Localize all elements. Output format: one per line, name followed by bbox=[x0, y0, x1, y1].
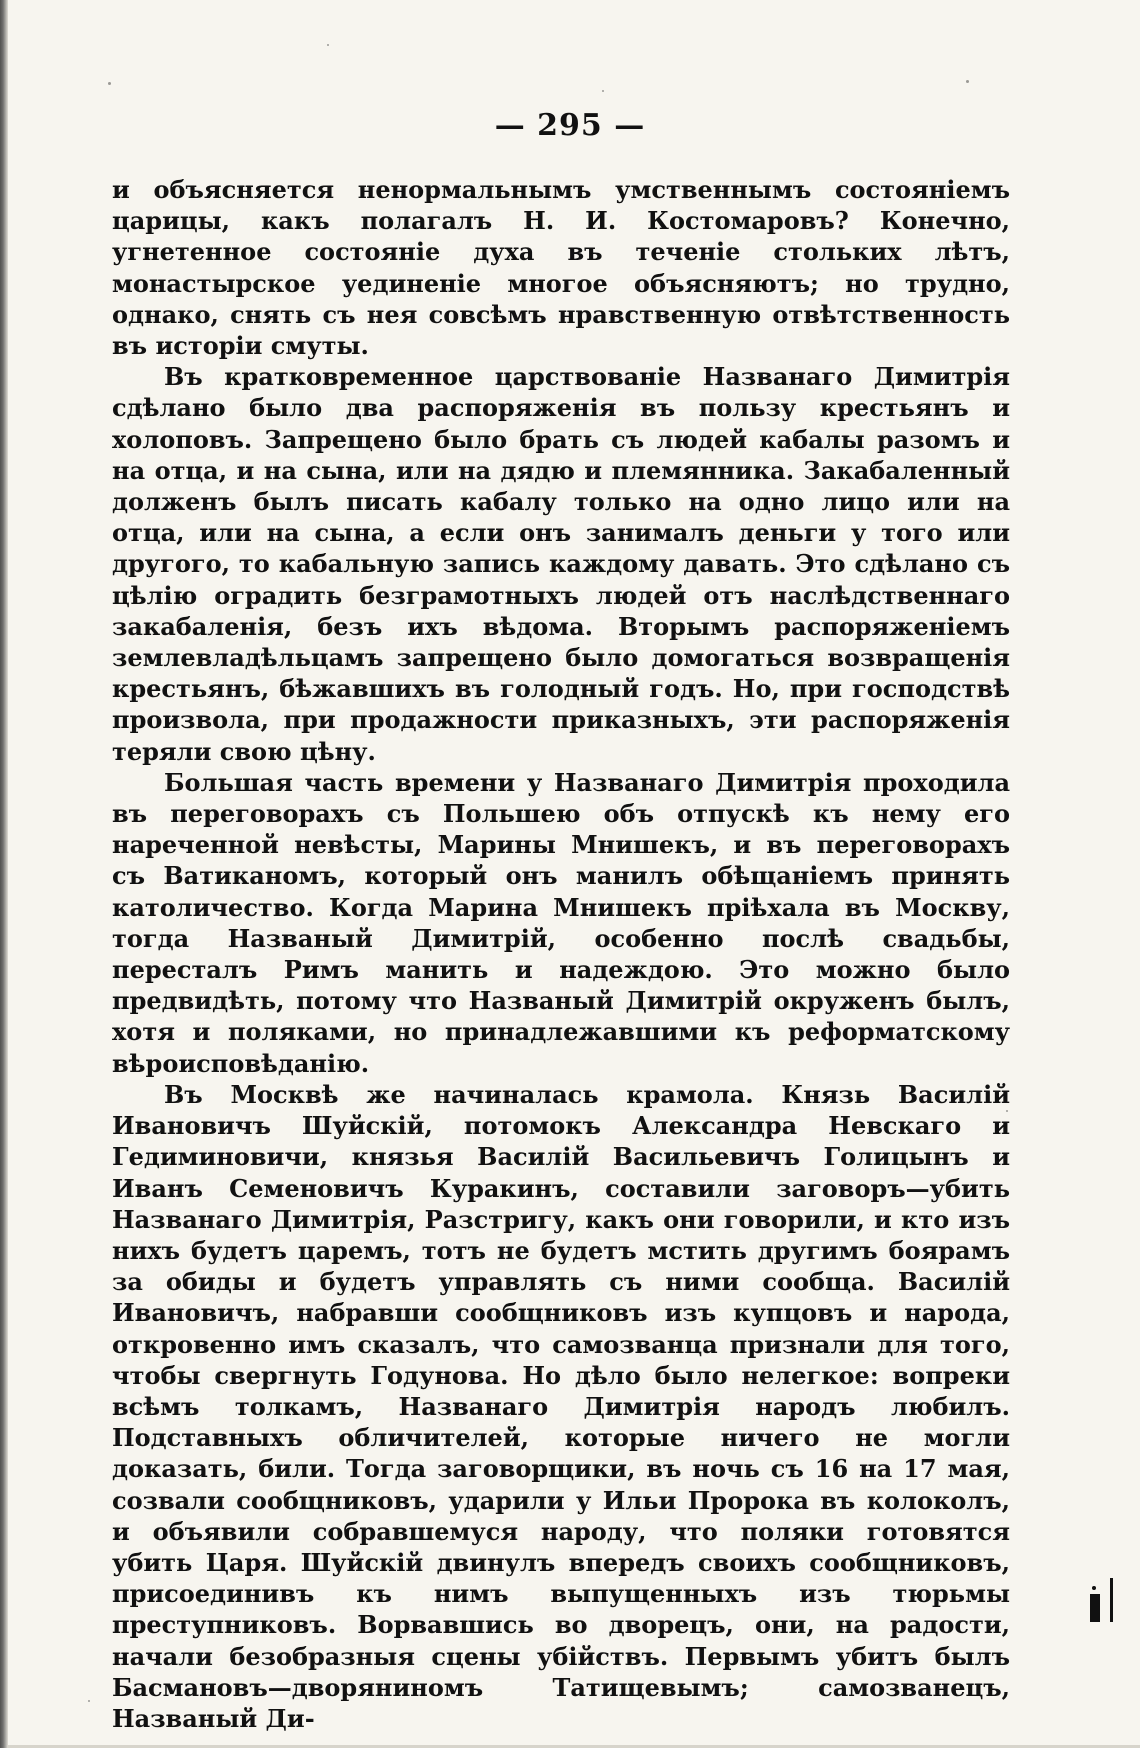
paragraph-4: Въ Москвѣ же начиналась крамола. Князь Василій Ивановичъ Шуйскій, потомокъ Александра Невскаго и Гедиминовичи, князья Василій Васильевичъ Голицынъ и Иванъ Семеновичъ Куракинъ, составили заговоръ—убить Названаго Димитрія, Разстригу, какъ они говорили, и кто изъ нихъ будетъ царемъ, тотъ не будетъ мстить другимъ боярамъ за обиды и будетъ управлять съ ними сообща. Василій Ивановичъ, набравши сообщниковъ изъ купцовъ и народа, откровенно имъ сказалъ, что самозванца признали для того, чтобы свергнуть Годунова. Но дѣло было нелегкое: вопреки всѣмъ толкамъ, Названаго Димитрія народъ любилъ. Подставныхъ обличителей, которые ничего не могли доказать, били. Тогда заговорщики, въ ночь съ 16 на 17 мая, созвали сообщниковъ, ударили у Ильи Пророка въ колоколъ, и объявили собравшемуся народу, что поляки готовятся убить Царя. Шуйскій двинулъ впередъ своихъ сообщниковъ, присоединивъ къ нимъ выпущенныхъ изъ тюрьмы преступниковъ. Ворвавшись во дворецъ, они, на радости, начали безобразныя сцены убійствъ. Первымъ убитъ былъ Басмановъ—дворяниномъ Татищевымъ; самозванецъ, Названый Ди- bbox=[112, 1079, 1010, 1733]
scan-speckle bbox=[88, 1700, 90, 1702]
paragraph-1: и объясняется ненормальнымъ умственнымъ состояніемъ царицы, какъ полагалъ Н. И. Костомаровъ? Конечно, угнетенное состояніе духа въ теченіе стольких лѣтъ, монастырское уединеніе многое объясняютъ; но трудно, однако, снять съ нея совсѣмъ нравственную отвѣтственность въ исторіи смуты. bbox=[112, 175, 1010, 361]
scan-artifact-line bbox=[1110, 1578, 1113, 1622]
scan-speckle bbox=[602, 90, 604, 92]
scan-speckle bbox=[1006, 1110, 1008, 1112]
scan-speckle bbox=[966, 80, 969, 83]
scan-speckle bbox=[327, 44, 329, 46]
paragraph-3: Большая часть времени у Названаго Димитрія проходила въ переговорахъ съ Польшею объ отпускѣ къ нему его нареченной невѣсты, Марины Мнишекъ, и въ переговорахъ съ Ватиканомъ, который онъ манилъ обѣщаніемъ принять католичество. Когда Марина Мнишекъ пріѣхала въ Москву, тогда Названый Димитрій, особенно послѣ свадьбы, пересталъ Римъ манить и надеждою. Это можно было предвидѣть, потому что Названый Димитрій окруженъ былъ, хотя и поляками, но принадлежавшими къ реформатскому вѣроисповѣданію. bbox=[112, 767, 1010, 1078]
page-number: — 295 — bbox=[494, 108, 646, 143]
main-text-block bbox=[112, 174, 1010, 1734]
scan-artifact-block bbox=[1090, 1594, 1100, 1622]
paragraph-2: Въ кратковременное царствованіе Названаго Димитрія сдѣлано было два распоряженія въ пользу крестьянъ и холоповъ. Запрещено было брать съ людей кабалы разомъ и на отца, и на сына, или на дядю и племянника. Закабаленный долженъ былъ писать кабалу только на одно лицо или на отца, или на сына, а если онъ занималъ деньги у того или другого, то кабальную запись каждому давать. Это сдѣлано съ цѣлію оградить безграмотныхъ людей отъ наслѣдственнаго закабаленія, безъ ихъ вѣдома. Вторымъ распоряженіемъ землевладѣльцамъ запрещено было домогаться возвращенія крестьянъ, бѣжавшихъ въ голодный годъ. Но, при господствѣ произвола, при продажности приказныхъ, эти распоряженія теряли свою цѣну. bbox=[112, 362, 1010, 766]
binding-shadow bbox=[0, 0, 8, 1748]
scan-artifact-dot bbox=[1092, 1586, 1096, 1590]
scan-speckle bbox=[108, 82, 111, 85]
scan-artifact-mark bbox=[1088, 1572, 1122, 1626]
